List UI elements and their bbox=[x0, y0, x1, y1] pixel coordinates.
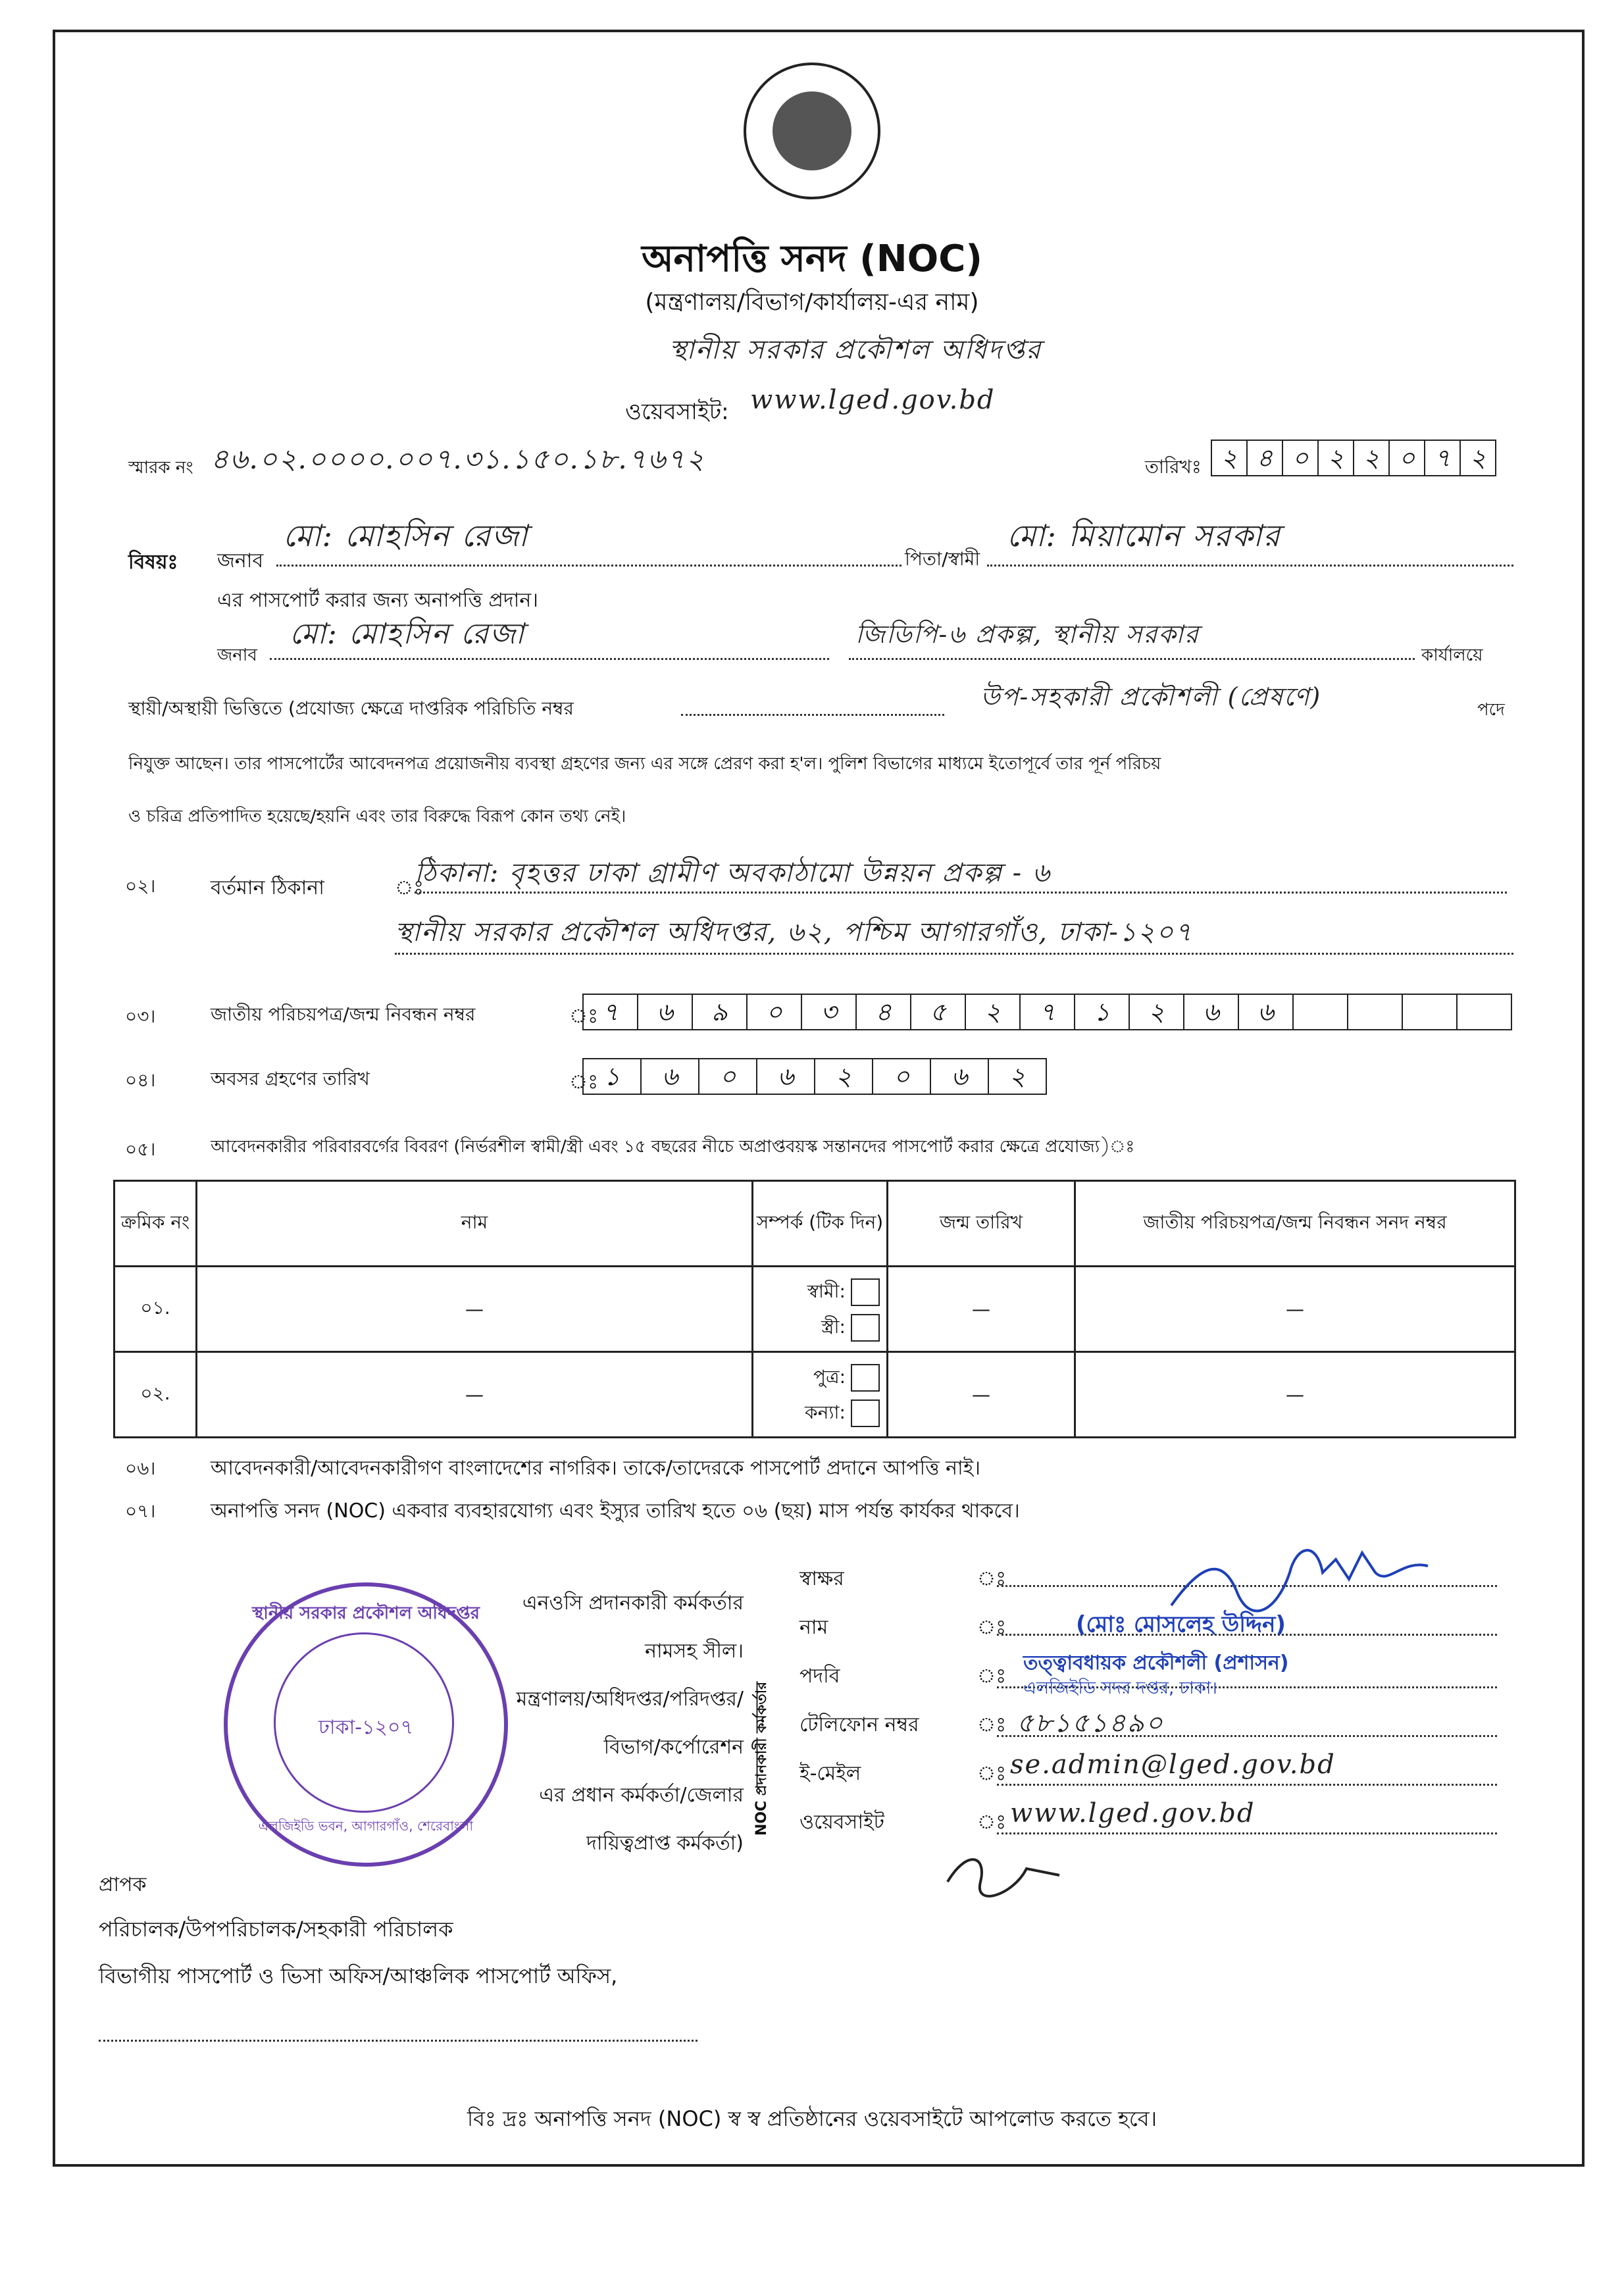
body-mr-label: জনাব bbox=[217, 645, 257, 665]
item-07-number: ০৭। bbox=[125, 1500, 156, 1522]
row-dob: — bbox=[888, 1267, 1075, 1352]
address-colon: ঃ bbox=[395, 876, 424, 899]
relation-label: কন্যা: bbox=[805, 1401, 846, 1423]
nid-digit-box: ৬ bbox=[1183, 994, 1239, 1030]
relation-label: পুত্র: bbox=[813, 1365, 846, 1388]
date-digit-box: ২ bbox=[1459, 440, 1496, 476]
subject-name-line bbox=[276, 565, 901, 567]
seal-text: স্থানীয় সরকার প্রকৌশল অধিদপ্তর bbox=[252, 1603, 480, 1623]
father-label: পিতা/স্বামী bbox=[905, 548, 980, 570]
retire-boxes bbox=[582, 1058, 1051, 1097]
address-line-2: স্থানীয় সরকার প্রকৌশল অধিদপ্তর, ৬২, পশ্চিম আগারগাঁও, ঢাকা-১২০৭ bbox=[395, 917, 1193, 947]
item-02-number: ০২। bbox=[125, 875, 156, 897]
page-subtitle: (মন্ত্রণালয়/বিভাগ/কার্যালয়-এর নাম) bbox=[645, 289, 979, 316]
body-line2-dots bbox=[681, 714, 944, 716]
designation-suffix: পদে bbox=[1477, 700, 1505, 720]
item-07-text: অনাপত্তি সনদ (NOC) একবার ব্যবহারযোগ্য এবং ইস্যুর তারিখ হতে ০৬ (ছয়) মাস পর্যন্ত কার্যকর থাকবে। bbox=[211, 1500, 1020, 1523]
website-label: ওয়েবসাইট: bbox=[625, 399, 729, 425]
field-label: টেলিফোন নম্বর bbox=[799, 1713, 919, 1736]
retire-digit-box: ০ bbox=[872, 1058, 931, 1095]
row-name: — bbox=[197, 1352, 753, 1438]
officer-name: (মোঃ মোসলেহ উদ্দিন) bbox=[1076, 1611, 1286, 1638]
date-digit-box: ২ bbox=[1317, 440, 1354, 476]
signatory-line: দায়িত্বপ্রাপ্ত কর্মকর্তা) bbox=[586, 1832, 744, 1855]
body-name: মো: মোহসিন রেজা bbox=[290, 617, 526, 651]
body-office-suffix: কার্যালয়ে bbox=[1421, 645, 1483, 665]
address-line-1: ঠিকানা: বৃহত্তর ঢাকা গ্রামীণ অবকাঠামো উন্নয়ন প্রকল্প - ৬ bbox=[415, 858, 1051, 888]
table-row bbox=[114, 1267, 1515, 1352]
col-dob: জন্ম তারিখ bbox=[888, 1181, 1075, 1267]
subject-label: বিষয়ঃ bbox=[128, 551, 178, 574]
row-relation bbox=[753, 1352, 888, 1438]
subject-name: মো: মোহসিন রেজা bbox=[283, 518, 529, 553]
nid-digit-box: ২ bbox=[1129, 994, 1184, 1030]
signatory-left bbox=[461, 1579, 744, 1867]
recipient-line-1: পরিচালক/উপপরিচালক/সহকারী পরিচালক bbox=[99, 1917, 453, 1942]
col-name: নাম bbox=[197, 1181, 753, 1267]
date-digit-box: ০ bbox=[1388, 440, 1425, 476]
nid-digit-box: ২ bbox=[965, 994, 1021, 1030]
family-heading: আবেদনকারীর পরিবারবর্গের বিবরণ (নির্ভরশীল স্বামী/স্ত্রী এবং ১৫ বছরের নীচে অপ্রাপ্তবয়স্ক সন্তানদের পাসপোর্ট করার ক্ষেত্রে প্রযোজ্য)ঃ bbox=[211, 1137, 1135, 1157]
officer-designation: তত্ত্বাবধায়ক প্রকৌশলী (প্রশাসন) bbox=[1023, 1652, 1289, 1675]
nid-digit-box: ৫ bbox=[910, 994, 966, 1030]
nid-digit-box bbox=[1402, 994, 1458, 1030]
office-name: স্থানীয় সরকার প্রকৌশল অধিদপ্তর bbox=[669, 335, 1042, 365]
retire-digit-box: ২ bbox=[988, 1058, 1047, 1095]
seal-bottom: এলজিইডি ভবন, আগারগাঁও, শেরেবাংলা bbox=[258, 1818, 474, 1834]
designation-value: উপ-সহকারী প্রকৌশলী (প্রেষণে) bbox=[980, 682, 1322, 711]
date-digit-box: ৭ bbox=[1424, 440, 1461, 476]
row-name: — bbox=[197, 1267, 753, 1352]
father-name: মো: মিয়ামোন সরকার bbox=[1007, 518, 1281, 553]
field-label: ওয়েবসাইট bbox=[799, 1811, 884, 1834]
government-emblem bbox=[744, 63, 880, 199]
nid-colon: ঃ bbox=[569, 1005, 599, 1028]
nid-digit-box: ০ bbox=[746, 994, 802, 1030]
relation-label: স্ত্রী: bbox=[821, 1315, 846, 1338]
nid-digit-box bbox=[1347, 994, 1403, 1030]
item-05-number: ০৫। bbox=[125, 1138, 156, 1160]
retire-digit-box: ০ bbox=[698, 1058, 757, 1095]
address-dots-1 bbox=[415, 892, 1507, 894]
nid-label: জাতীয় পরিচয়পত্র/জন্ম নিবন্ধন নম্বর bbox=[211, 1003, 476, 1025]
retire-label: অবসর গ্রহণের তারিখ bbox=[211, 1068, 370, 1090]
address-dots-2 bbox=[395, 953, 1513, 955]
nid-digit-box: ১ bbox=[1074, 994, 1130, 1030]
email-value: se.admin@lged.gov.bd bbox=[1010, 1750, 1336, 1780]
body-line3: নিযুক্ত আছেন। তার পাসপোর্টের আবেদনপত্র প্রয়োজনীয় ব্যবস্থা গ্রহণের জন্য এর সঙ্গে প্রেরণ করা হ'ল। পুলিশ বিভাগের মাধ্যমে ইতোপূর্বে তার পূর্ন পরিচয় bbox=[128, 754, 1161, 774]
website-field-value: www.lged.gov.bd bbox=[1010, 1798, 1256, 1828]
subject-mr-label: জনাব bbox=[217, 549, 264, 572]
row-relation bbox=[753, 1267, 888, 1352]
date-digit-box: ২ bbox=[1211, 440, 1248, 476]
page-title: অনাপত্তি সনদ (NOC) bbox=[642, 238, 982, 280]
field-label: ই-মেইল bbox=[799, 1762, 861, 1785]
item-04-number: ০৪। bbox=[125, 1069, 156, 1091]
row-serial: ০১. bbox=[114, 1267, 197, 1352]
field-label: নাম bbox=[799, 1616, 828, 1639]
nid-boxes bbox=[582, 994, 1519, 1033]
signatory-line: মন্ত্রণালয়/অধিদপ্তর/পরিদপ্তর/ bbox=[516, 1688, 744, 1711]
date-boxes bbox=[1211, 440, 1500, 479]
phone-value: ৫৮১৫১৪৯০ bbox=[1017, 1708, 1164, 1738]
nid-digit-box: ৯ bbox=[692, 994, 748, 1030]
nid-digit-box: ৭ bbox=[582, 994, 638, 1030]
retire-digit-box: ৬ bbox=[930, 1058, 989, 1095]
nid-digit-box: ৭ bbox=[1019, 994, 1075, 1030]
signatory-line: বিভাগ/কর্পোরেশন bbox=[603, 1736, 744, 1759]
body-office: জিডিপি-৬ প্রকল্প, স্থানীয় সরকার bbox=[855, 620, 1200, 649]
date-digit-box: ০ bbox=[1282, 440, 1319, 476]
row-dob: — bbox=[888, 1352, 1075, 1438]
officer-office: এলজিইডি সদর দপ্তর, ঢাকা। bbox=[1023, 1678, 1217, 1698]
item-06-text: আবেদনকারী/আবেদনকারীগণ বাংলাদেশের নাগরিক। তাকে/তাদেরকে পাসপোর্ট প্রদানে আপত্তি নাই। bbox=[211, 1457, 981, 1480]
retire-digit-box: ২ bbox=[814, 1058, 873, 1095]
recipient-address-line bbox=[99, 2040, 698, 2042]
retire-digit-box: ৬ bbox=[756, 1058, 815, 1095]
signatory-fields: স্বাক্ষর ঃ নাম ঃ (মোঃ মোসলেহ উদ্দিন) পদবি ঃ তত্ত্বাবধায়ক প্রকৌশলী (প্রশাসন) এলজিইডি সদর দপ্তর, ঢাকা। টেলিফোন নম্বর ঃ ৫৮১৫১৪৯০ ই-মেইল ঃ se.admin@lged.gov.bd ওয়েবসাইট ঃ www.lged.gov.bd bbox=[799, 1563, 1523, 1855]
nid-digit-box bbox=[1292, 994, 1348, 1030]
col-nid: জাতীয় পরিচয়পত্র/জন্ম নিবন্ধন সনদ নম্বর bbox=[1075, 1181, 1515, 1267]
relation-checkbox[interactable] bbox=[851, 1278, 880, 1306]
relation-label: স্বামী: bbox=[807, 1280, 846, 1302]
relation-checkbox[interactable] bbox=[851, 1364, 880, 1392]
recipient-label: প্রাপক bbox=[99, 1873, 147, 1896]
retire-colon: ঃ bbox=[569, 1071, 599, 1094]
col-serial: ক্রমিক নং bbox=[114, 1181, 197, 1267]
body-line4: ও চরিত্র প্রতিপাদিত হয়েছে/হয়নি এবং তার বিরুদ্ধে বিরূপ কোন তথ্য নেই। bbox=[128, 807, 626, 826]
nid-digit-box: ৪ bbox=[855, 994, 911, 1030]
col-relation: সম্পর্ক (টিক দিন) bbox=[753, 1181, 888, 1267]
nid-digit-box: ৬ bbox=[637, 994, 693, 1030]
item-06-number: ০৬। bbox=[125, 1457, 156, 1479]
date-label: তারিখঃ bbox=[1145, 456, 1202, 478]
signatory-line: এর প্রধান কর্মকর্তা/জেলার bbox=[539, 1784, 744, 1807]
row-serial: ০২. bbox=[114, 1352, 197, 1438]
family-table bbox=[113, 1180, 1516, 1438]
row-nid: — bbox=[1075, 1267, 1515, 1352]
nid-digit-box bbox=[1456, 994, 1512, 1030]
date-digit-box: ২ bbox=[1353, 440, 1390, 476]
website-line bbox=[997, 1832, 1497, 1834]
signatory-line: এনওসি প্রদানকারী কর্মকর্তার bbox=[522, 1592, 744, 1615]
relation-checkbox[interactable] bbox=[851, 1400, 880, 1427]
footer-note: বিঃ দ্রঃ অনাপত্তি সনদ (NOC) স্ব স্ব প্রতিষ্ঠানের ওয়েবসাইটে আপলোড করতে হবে। bbox=[467, 2106, 1157, 2131]
retire-digit-box: ১ bbox=[582, 1058, 642, 1095]
retire-digit-box: ৬ bbox=[640, 1058, 699, 1095]
body-line2: স্থায়ী/অস্থায়ী ভিত্তিতে (প্রযোজ্য ক্ষেত্রে দাপ্তরিক পরিচিতি নম্বর bbox=[128, 697, 574, 719]
subject-line2: এর পাসপোর্ট করার জন্য অনাপত্তি প্রদান। bbox=[217, 589, 538, 612]
relation-checkbox[interactable] bbox=[851, 1314, 880, 1342]
row-nid: — bbox=[1075, 1352, 1515, 1438]
item-03-number: ০৩। bbox=[125, 1005, 156, 1027]
initial-signature bbox=[941, 1842, 1073, 1902]
signatory-vertical-label: NOC প্রদানকারী কর্মকর্তার bbox=[753, 1681, 770, 1836]
recipient-line-2: বিভাগীয় পাসপোর্ট ও ভিসা অফিস/আঞ্চলিক পাসপোর্ট অফিস, bbox=[99, 1963, 618, 1988]
nid-digit-box: ৩ bbox=[801, 994, 857, 1030]
nid-digit-box: ৬ bbox=[1238, 994, 1294, 1030]
email-line bbox=[997, 1784, 1497, 1786]
date-digit-box: ৪ bbox=[1246, 440, 1283, 476]
address-label: বর্তমান ঠিকানা bbox=[211, 876, 324, 899]
field-label: পদবি bbox=[799, 1665, 840, 1688]
field-label: স্বাক্ষর bbox=[799, 1567, 844, 1590]
body-office-line bbox=[849, 658, 1415, 660]
father-name-line bbox=[987, 565, 1513, 567]
officer-signature bbox=[1165, 1533, 1441, 1625]
seal-center: ঢাকা-১২০৭ bbox=[318, 1716, 414, 1739]
signatory-line: নামসহ সীল। bbox=[645, 1640, 744, 1663]
memo-number: ৪৬.০২.০০০০.০০৭.৩১.১৫০.১৮.৭৬৭২ bbox=[211, 443, 705, 475]
table-row bbox=[114, 1352, 1515, 1438]
website-value: www.lged.gov.bd bbox=[750, 385, 996, 415]
memo-label: স্মারক নং bbox=[128, 458, 193, 478]
